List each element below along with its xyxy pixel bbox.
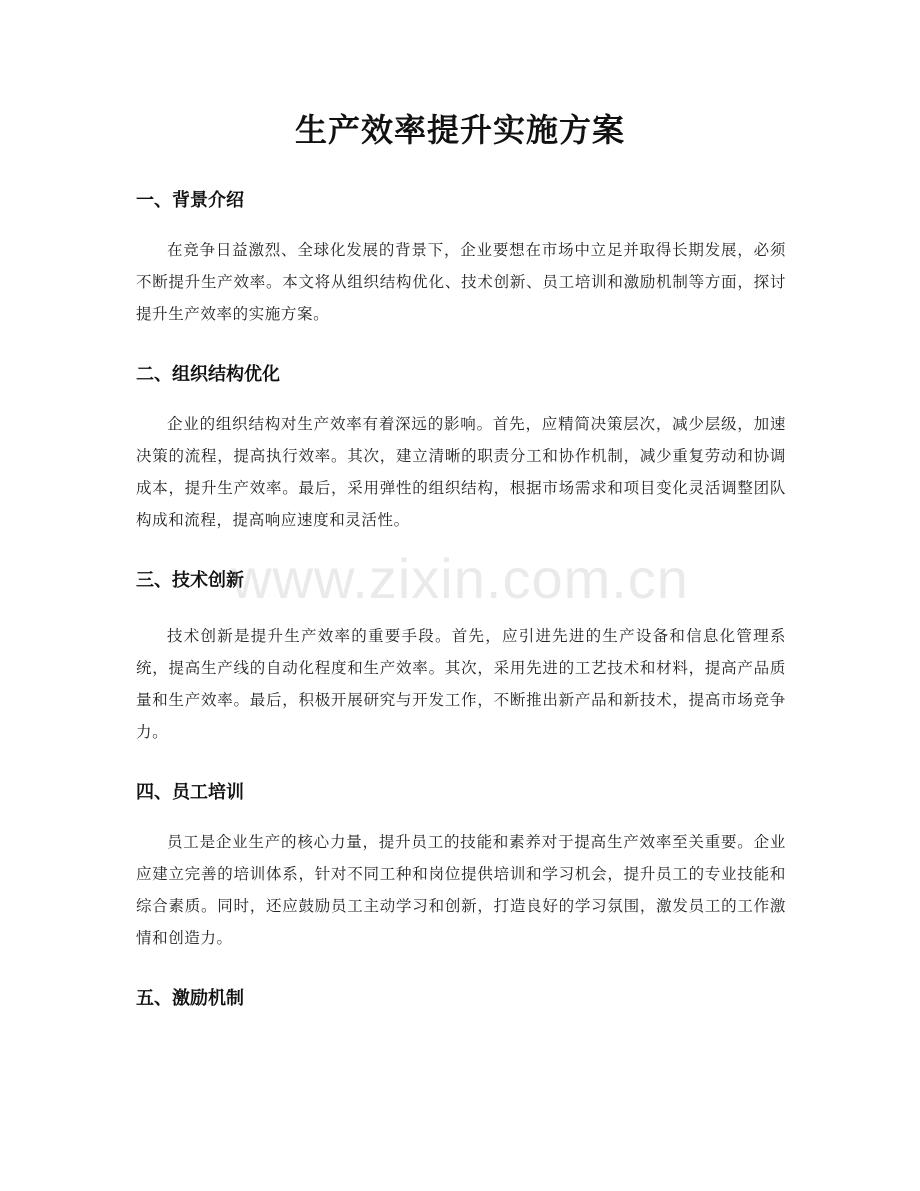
section-heading-training: 四、员工培训	[136, 782, 244, 803]
section-paragraph-training: 员工是企业生产的核心力量，提升员工的技能和素养对于提高生产效率至关重要。企业应建立完善的培训体系，针对不同工种和岗位提供培训和学习机会，提升员工的专业技能和综合素质。同时，还应鼓励员工主动学习和创新，打造良好的学习氛围，激发员工的工作激情和创造力。	[136, 833, 786, 947]
section-paragraph-technology: 技术创新是提升生产效率的重要手段。首先，应引进先进的生产设备和信息化管理系统，提高生产线的自动化程度和生产效率。其次，采用先进的工艺技术和材料，提高产品质量和生产效率。最后，积极开展研究与开发工作，不断推出新产品和新技术，提高市场竞争力。	[136, 627, 786, 741]
section-heading-technology: 三、技术创新	[136, 570, 244, 591]
section-heading-incentive: 五、激励机制	[136, 988, 244, 1009]
section-paragraph-organization: 企业的组织结构对生产效率有着深远的影响。首先，应精简决策层次，减少层级，加速决策的流程，提高执行效率。其次，建立清晰的职责分工和协作机制，减少重复劳动和协调成本，提升生产效率。最后，采用弹性的组织结构，根据市场需求和项目变化灵活调整团队构成和流程，提高响应速度和灵活性。	[136, 415, 786, 529]
section-paragraph-background: 在竞争日益激烈、全球化发展的背景下，企业要想在市场中立足并取得长期发展，必须不断提升生产效率。本文将从组织结构优化、技术创新、员工培训和激励机制等方面，探讨提升生产效率的实施方案。	[136, 241, 786, 323]
section-heading-organization: 二、组织结构优化	[136, 364, 280, 385]
watermark-text: www.zixin.com.cn	[231, 547, 689, 610]
section-heading-background: 一、背景介绍	[136, 190, 244, 211]
document-title: 生产效率提升实施方案	[294, 111, 625, 149]
